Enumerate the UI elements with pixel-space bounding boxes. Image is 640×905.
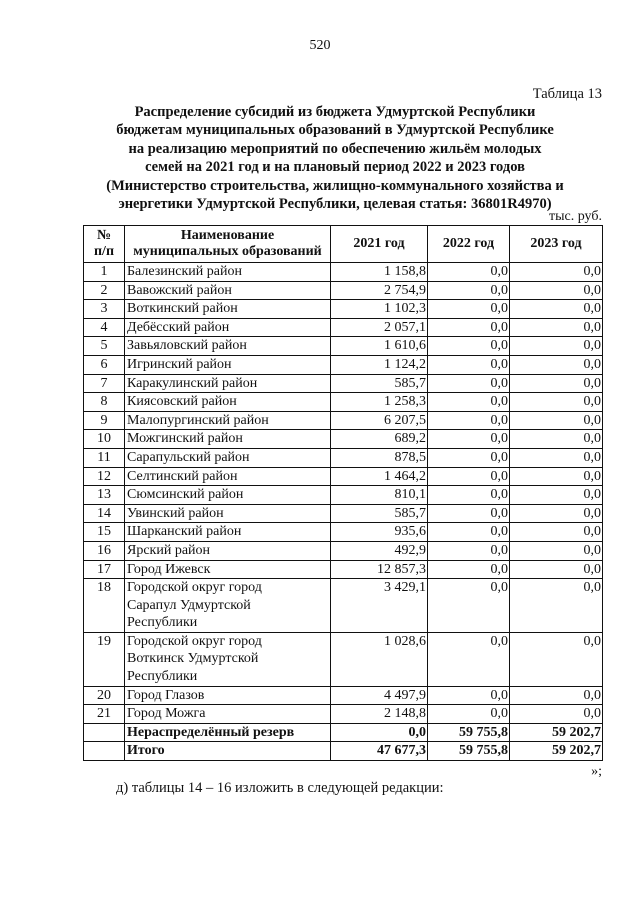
row-number: 11 (84, 448, 125, 467)
row-number: 20 (84, 686, 125, 705)
municipality-name: Балезинский район (125, 263, 331, 282)
value-2023: 0,0 (510, 430, 603, 449)
table-header-row (84, 226, 603, 263)
value-2021: 4 497,9 (331, 686, 428, 705)
row-number: 8 (84, 393, 125, 412)
value-2021: 1 102,3 (331, 300, 428, 319)
value-2023: 0,0 (510, 337, 603, 356)
table-row (84, 579, 603, 633)
municipality-name: Киясовский район (125, 393, 331, 412)
row-number: 2 (84, 281, 125, 300)
row-number: 16 (84, 541, 125, 560)
value-2022: 0,0 (428, 541, 510, 560)
municipality-name: Вавожский район (125, 281, 331, 300)
value-2023: 0,0 (510, 632, 603, 686)
header-name (125, 226, 331, 263)
value-2023: 0,0 (510, 263, 603, 282)
value-2023: 0,0 (510, 486, 603, 505)
header-name-line1: Наименование (180, 227, 275, 243)
row-number: 14 (84, 504, 125, 523)
municipality-name: Увинский район (125, 504, 331, 523)
value-2021: 1 258,3 (331, 393, 428, 412)
title-line: (Министерство строительства, жилищно-коммунального хозяйства и (106, 177, 564, 194)
value-2022: 0,0 (428, 263, 510, 282)
row-number: 12 (84, 467, 125, 486)
value-2021: 2 148,8 (331, 705, 428, 724)
header-num-line1: № (96, 227, 112, 243)
page-number: 520 (309, 38, 331, 53)
row-number-empty (84, 723, 125, 742)
value-2022: 0,0 (428, 579, 510, 633)
row-number-empty (84, 742, 125, 761)
closing-mark: »; (591, 764, 602, 779)
municipality-name-line: Республики (127, 615, 198, 631)
table-row (84, 411, 603, 430)
value-2021: 689,2 (331, 430, 428, 449)
municipality-name (125, 632, 331, 686)
municipality-name: Малопургинский район (125, 411, 331, 430)
municipality-name-line: Городской округ город (127, 633, 262, 649)
value-2022: 0,0 (428, 300, 510, 319)
table-row (84, 393, 603, 412)
municipality-name: Город Можга (125, 705, 331, 724)
row-number: 13 (84, 486, 125, 505)
value-2022: 0,0 (428, 504, 510, 523)
table-row (84, 337, 603, 356)
reserve-row-2022: 59 755,8 (428, 723, 510, 742)
value-2022: 0,0 (428, 374, 510, 393)
value-2022: 0,0 (428, 355, 510, 374)
total-row-2023: 59 202,7 (510, 742, 603, 761)
municipality-name: Селтинский район (125, 467, 331, 486)
value-2021: 878,5 (331, 448, 428, 467)
value-2022: 0,0 (428, 393, 510, 412)
row-number: 21 (84, 705, 125, 724)
title-line: семей на 2021 год и на плановый период 2022 и 2023 годов (145, 159, 525, 176)
value-2023: 0,0 (510, 579, 603, 633)
table-row (84, 632, 603, 686)
value-2021: 1 158,8 (331, 263, 428, 282)
value-2021: 935,6 (331, 523, 428, 542)
row-number: 6 (84, 355, 125, 374)
value-2022: 0,0 (428, 560, 510, 579)
municipality-name: Сарапульский район (125, 448, 331, 467)
header-2021: 2021 год (331, 226, 428, 263)
header-num (84, 226, 125, 263)
row-number: 9 (84, 411, 125, 430)
title-line: энергетики Удмуртской Республики, целевая статья: 36801R4970) (118, 196, 552, 213)
municipality-name: Можгинский район (125, 430, 331, 449)
value-2022: 0,0 (428, 705, 510, 724)
value-2021: 1 464,2 (331, 467, 428, 486)
municipality-name: Воткинский район (125, 300, 331, 319)
value-2022: 0,0 (428, 430, 510, 449)
title-line: Распределение субсидий из бюджета Удмуртской Республики (134, 104, 536, 120)
value-2023: 0,0 (510, 560, 603, 579)
row-number: 18 (84, 579, 125, 633)
value-2023: 0,0 (510, 523, 603, 542)
table-row (84, 560, 603, 579)
value-2022: 0,0 (428, 337, 510, 356)
amendment-note: д) таблицы 14 – 16 изложить в следующей редакции: (116, 780, 444, 796)
value-2021: 810,1 (331, 486, 428, 505)
table-row (84, 523, 603, 542)
municipality-name: Шарканский район (125, 523, 331, 542)
table-body (84, 263, 603, 761)
value-2023: 0,0 (510, 355, 603, 374)
row-number: 1 (84, 263, 125, 282)
total-row-2022: 59 755,8 (428, 742, 510, 761)
municipality-name: Дебёсский район (125, 318, 331, 337)
value-2021: 585,7 (331, 504, 428, 523)
value-2021: 6 207,5 (331, 411, 428, 430)
value-2023: 0,0 (510, 504, 603, 523)
value-2021: 1 610,6 (331, 337, 428, 356)
header-name-line2: муниципальных образований (133, 244, 322, 259)
value-2023: 0,0 (510, 281, 603, 300)
value-2023: 0,0 (510, 411, 603, 430)
header-2023: 2023 год (510, 226, 603, 263)
value-2023: 0,0 (510, 300, 603, 319)
municipality-name: Игринский район (125, 355, 331, 374)
table-row (84, 705, 603, 724)
municipality-name: Город Глазов (125, 686, 331, 705)
municipality-name-line: Воткинск Удмуртской (127, 651, 259, 667)
value-2023: 0,0 (510, 393, 603, 412)
municipality-name: Ярский район (125, 541, 331, 560)
row-number: 7 (84, 374, 125, 393)
value-2023: 0,0 (510, 705, 603, 724)
value-2022: 0,0 (428, 686, 510, 705)
table-row (84, 448, 603, 467)
title-line: на реализацию мероприятий по обеспечению жильём молодых (128, 140, 542, 157)
table-row (84, 355, 603, 374)
table-title (70, 103, 600, 213)
reserve-row-label: Нераспределённый резерв (125, 723, 331, 742)
reserve-row-2021: 0,0 (331, 723, 428, 742)
value-2022: 0,0 (428, 411, 510, 430)
table-label: Таблица 13 (532, 86, 602, 102)
total-row-label: Итого (125, 742, 331, 761)
value-2021: 2 754,9 (331, 281, 428, 300)
municipality-name-line: Сарапул Удмуртской (127, 597, 251, 613)
value-2022: 0,0 (428, 486, 510, 505)
table-row (84, 504, 603, 523)
value-2023: 0,0 (510, 541, 603, 560)
value-2022: 0,0 (428, 281, 510, 300)
value-2023: 0,0 (510, 374, 603, 393)
value-2023: 0,0 (510, 686, 603, 705)
table-row (84, 686, 603, 705)
value-2022: 0,0 (428, 523, 510, 542)
value-2022: 0,0 (428, 632, 510, 686)
municipality-name: Город Ижевск (125, 560, 331, 579)
value-2023: 0,0 (510, 467, 603, 486)
subsidy-table (83, 225, 603, 761)
table-row (84, 318, 603, 337)
row-number: 10 (84, 430, 125, 449)
table-row (84, 300, 603, 319)
reserve-row (84, 723, 603, 742)
table-row (84, 281, 603, 300)
table-row (84, 263, 603, 282)
table-row (84, 430, 603, 449)
municipality-name: Завьяловский район (125, 337, 331, 356)
table-row (84, 541, 603, 560)
municipality-name-line: Городской округ город (127, 580, 262, 596)
municipality-name (125, 579, 331, 633)
value-2023: 0,0 (510, 448, 603, 467)
units-label: тыс. руб. (549, 209, 602, 224)
value-2022: 0,0 (428, 448, 510, 467)
value-2021: 2 057,1 (331, 318, 428, 337)
row-number: 5 (84, 337, 125, 356)
value-2021: 492,9 (331, 541, 428, 560)
municipality-name: Сюмсинский район (125, 486, 331, 505)
value-2021: 1 124,2 (331, 355, 428, 374)
total-row (84, 742, 603, 761)
value-2021: 12 857,3 (331, 560, 428, 579)
header-2022: 2022 год (428, 226, 510, 263)
value-2023: 0,0 (510, 318, 603, 337)
row-number: 19 (84, 632, 125, 686)
row-number: 15 (84, 523, 125, 542)
header-num-line2: п/п (93, 244, 115, 259)
municipality-name-line: Республики (127, 669, 198, 685)
municipality-name: Каракулинский район (125, 374, 331, 393)
value-2022: 0,0 (428, 467, 510, 486)
reserve-row-2023: 59 202,7 (510, 723, 603, 742)
table-row (84, 374, 603, 393)
value-2021: 585,7 (331, 374, 428, 393)
table-row (84, 467, 603, 486)
row-number: 3 (84, 300, 125, 319)
row-number: 17 (84, 560, 125, 579)
title-line: бюджетам муниципальных образований в Удмуртской Республике (116, 122, 554, 139)
table-row (84, 486, 603, 505)
value-2021: 3 429,1 (331, 579, 428, 633)
total-row-2021: 47 677,3 (331, 742, 428, 761)
value-2022: 0,0 (428, 318, 510, 337)
value-2021: 1 028,6 (331, 632, 428, 686)
row-number: 4 (84, 318, 125, 337)
